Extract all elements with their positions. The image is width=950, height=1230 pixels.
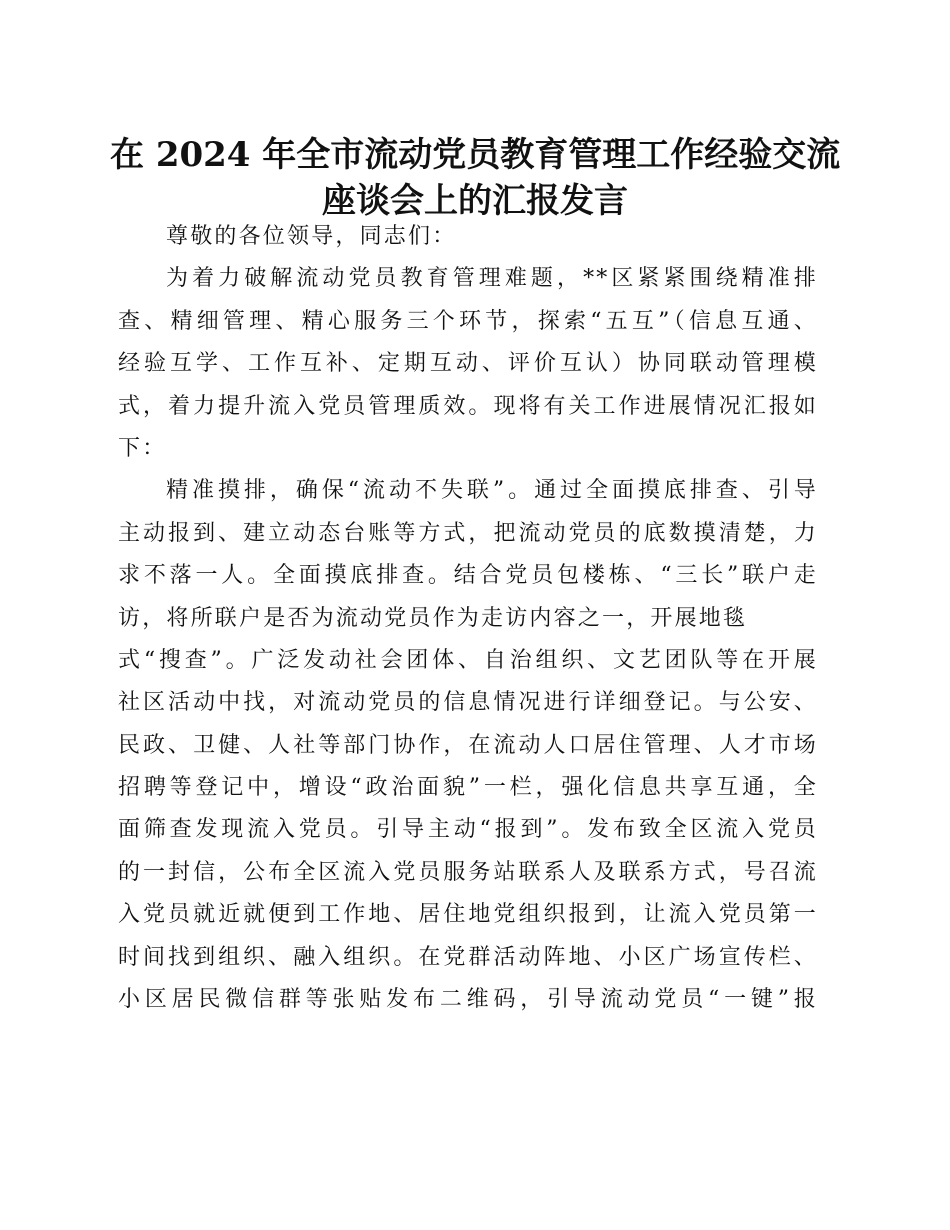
document-title — [110, 132, 840, 224]
body-line: 入党员就近就便到工作地、居住地党组织报到，让流入党员第一 — [118, 902, 818, 928]
body-line: 求不落一人。全面摸底排查。结合党员包楼栋、“三长”联户走 — [118, 563, 818, 589]
body-line: 面筛查发现流入党员。引导主动“报到”。发布致全区流入党员 — [118, 817, 818, 843]
body-line: 社区活动中找，对流动党员的信息情况进行详细登记。与公安、 — [118, 690, 818, 716]
body-line: 小区居民微信群等张贴发布二维码，引导流动党员“一键”报 — [118, 987, 818, 1013]
body-line: 下： — [118, 435, 167, 461]
title-line-1: 在 2024 年全市流动党员教育管理工作经验交流 — [110, 135, 841, 175]
body-line: 主动报到、建立动态台账等方式，把流动党员的底数摸清楚，力 — [118, 520, 818, 546]
body-line: 的一封信，公布全区流入党员服务站联系人及联系方式，号召流 — [118, 859, 818, 885]
salutation: 尊敬的各位领导，同志们： — [166, 224, 457, 249]
document-body — [118, 216, 818, 1021]
body-line: 式“搜查”。广泛发动社会团体、自治组织、文艺团队等在开展 — [118, 647, 818, 673]
body-line: 精准摸排，确保“流动不失联”。通过全面摸底排查、引导 — [166, 478, 818, 504]
title-line-2: 座谈会上的汇报发言 — [322, 181, 628, 221]
body-line: 招聘等登记中，增设“政治面貌”一栏，强化信息共享互通，全 — [118, 775, 818, 801]
body-line: 查、精细管理、精心服务三个环节，探索“五互”（信息互通、 — [118, 308, 818, 334]
body-line: 为着力破解流动党员教育管理难题，**区紧紧围绕精准排 — [166, 266, 818, 292]
body-line: 时间找到组织、融入组织。在党群活动阵地、小区广场宣传栏、 — [118, 944, 818, 970]
body-line: 式，着力提升流入党员管理质效。现将有关工作进展情况汇报如 — [118, 393, 818, 419]
body-line: 经验互学、工作互补、定期互动、评价互认）协同联动管理模 — [118, 351, 818, 377]
body-line: 民政、卫健、人社等部门协作，在流动人口居住管理、人才市场 — [118, 732, 818, 758]
body-line: 访，将所联户是否为流动党员作为走访内容之一，开展地毯 — [118, 605, 748, 631]
